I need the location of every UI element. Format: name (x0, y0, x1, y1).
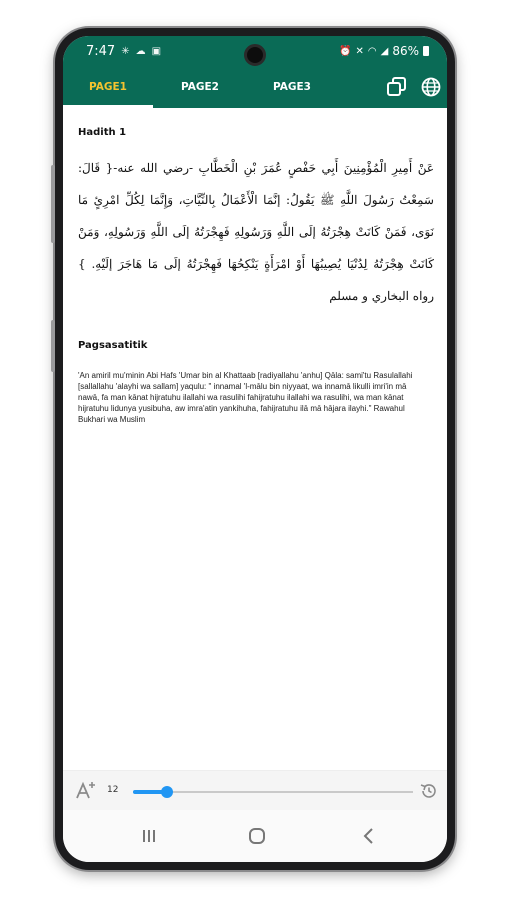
tab-label: PAGE3 (273, 81, 311, 93)
signal-icon: ◢ (380, 45, 389, 57)
slider-track (133, 791, 413, 793)
back-icon[interactable] (356, 823, 382, 849)
arabic-text: عَنْ أَمِيرِ الْمُؤْمِنِينَ أَبِي حَفْصٍ عُمَرَ بْنِ الْخَطَّابِ -رضي الله عنه-{ قَالَ: سَمِعْتُ رَسُولَ اللَّهِ ﷺ يَقُولُ: إنَّمَا الْأَعْمَالُ بِالنِّيَّاتِ، وَإِنَّمَا لِكُلِّ امْرِئٍ مَا نَوَى، فَمَنْ كَانَتْ هِجْرَتُهُ إلَى اللَّهِ وَرَسُولِهِ فَهِجْرَتُهُ إلَى اللَّهِ وَرَسُولِهِ، وَمَنْ كَانَتْ هِجْرَتُهُ لِدُنْيَا يُصِيبُهَا أَوْ امْرَأَةٍ يَنْكِحُهَا فَهِجْرَتُهُ إلَى مَا هَاجَرَ إلَيْهِ. } رواه البخاري و مسلم (78, 161, 434, 303)
globe-icon[interactable] (419, 75, 443, 99)
tab-page2[interactable] (155, 66, 245, 108)
gallery-icon: ▣ (151, 45, 162, 57)
power-button (51, 320, 55, 372)
cloud-icon: ☁ (135, 45, 146, 57)
battery-percent: 86% (392, 44, 419, 58)
font-size-icon[interactable] (75, 779, 97, 801)
alarm-icon: ⏰ (339, 45, 352, 57)
hadith-content (63, 108, 447, 770)
font-size-bar (63, 770, 447, 810)
screen (63, 36, 447, 862)
tab-label: PAGE2 (181, 81, 219, 93)
mute-icon: ✕ (355, 45, 364, 57)
recents-icon[interactable] (136, 823, 162, 849)
wifi-icon: ◠ (367, 45, 377, 57)
tab-bar (63, 66, 447, 108)
font-size-slider[interactable] (133, 790, 413, 794)
slider-thumb[interactable] (161, 786, 173, 798)
app-bar (63, 36, 447, 108)
volume-button (51, 165, 55, 243)
status-left (86, 44, 161, 59)
system-nav-bar (63, 810, 447, 862)
status-right (339, 44, 429, 58)
battery-icon (423, 46, 429, 56)
tab-page1[interactable] (63, 66, 153, 108)
font-size-value: 12 (107, 785, 119, 795)
reset-history-icon[interactable] (419, 781, 439, 801)
hadith-title: Hadith 1 (78, 127, 127, 138)
home-icon[interactable] (244, 823, 270, 849)
tab-label: PAGE1 (89, 81, 127, 93)
status-time: 7:47 (86, 43, 116, 59)
tab-page3[interactable] (247, 66, 337, 108)
copy-icon[interactable] (385, 75, 409, 99)
bluetooth-icon: ✳ (121, 45, 130, 57)
camera-cutout (244, 44, 266, 66)
transliteration-text: 'An amiril mu'minin Abi Hafs 'Umar bin al Khattaab [radiyallahu 'anhu] Qāla: sami'tu Rasulallahi [sallallahu 'alayhi wa sallam] yaqulu: " innamal 'l-mālu bin niyyaat, wa innamā likulli imri'in mā nawā, fa man kānat hijratuhu ilallahi wa rasulihi fahijratuhu ilallahi wa rasulihi, wa man kānat hijratuhu lidunya yusibuha, aw imra'atin yankihuha, fahijratuhu ilā mā hājara ilayhi." Rawahul Bukhari wa Muslim (78, 371, 413, 424)
transliteration-title: Pagsasatitik (78, 340, 148, 351)
